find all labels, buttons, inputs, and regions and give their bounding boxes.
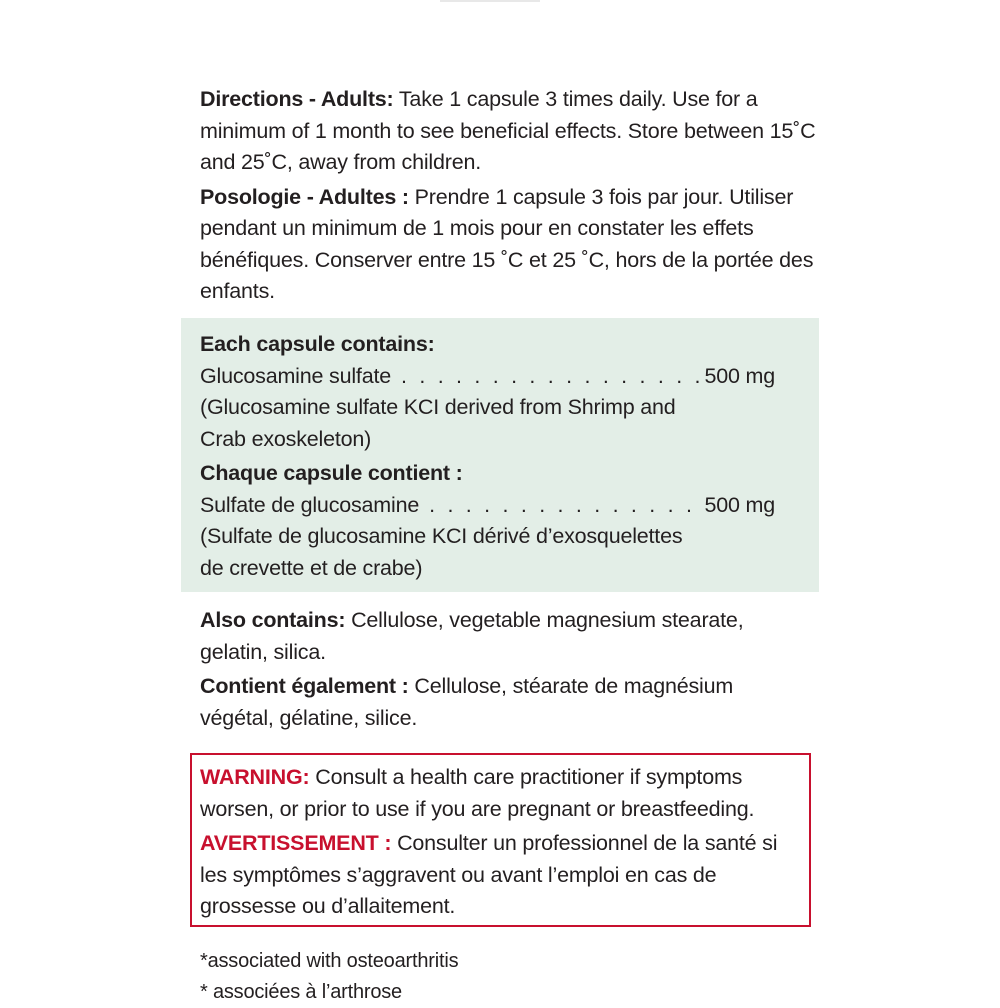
also-contains-en [200,605,800,668]
warning-fr-text: Consulter un professionnel de la santé si les symptômes s’aggravent ou avant l’emploi en cas de grossesse ou d’allaitement. [200,831,778,918]
footnote-fr: * associées à l’arthrose [200,981,402,1003]
warning-section [200,762,800,923]
also-contains-en-label: Also contains: [200,608,346,632]
ingredient-source-en-1: (Glucosamine sulfate KCI derived from Shrimp and [200,395,676,419]
ingredients-en-heading: Each capsule contains: [200,332,435,356]
warning-fr-label: AVERTISSEMENT : [200,831,392,855]
ingredient-amount-en: 500 mg [704,363,775,388]
directions-en-label: Directions - Adults: [200,87,394,111]
warning-en-text: Consult a health care practitioner if symptoms worsen, or prior to use if you are pregnant or breastfeeding. [200,765,755,821]
ingredient-name-fr: Sulfate de glucosamine [200,492,420,517]
directions-en [200,84,820,179]
also-contains-fr-text: Cellulose, stéarate de magnésium végétal, gélatine, silice. [200,674,734,730]
warning-fr [200,828,800,923]
also-contains-en-text: Cellulose, vegetable magnesium stearate, gelatin, silica. [200,608,744,664]
ingredient-source-en-2: Crab exoskeleton) [200,426,372,451]
ingredient-source-fr-2: de crevette et de crabe) [200,555,423,580]
directions-fr [200,182,820,308]
directions-en-text: Take 1 capsule 3 times daily. Use for a minimum of 1 month to see beneficial effects. Store between 15˚C and 25˚C, away from children. [200,87,816,174]
ingredient-name-en: Glucosamine sulfate [200,363,391,388]
top-divider [440,0,540,2]
leader-dots [401,361,700,393]
directions-fr-text: Prendre 1 capsule 3 fois par jour. Utiliser pendant un minimum de 1 mois pour en constater les effets bénéfiques. Conserver entre 15 ˚C et 25 ˚C, hors de la portée des enfants. [200,184,814,303]
warning-en [200,762,800,825]
also-contains-fr [200,671,800,734]
ingredient-row-en [200,361,775,393]
footnote-en: *associated with osteoarthritis [200,950,459,972]
warning-en-label: WARNING: [200,765,310,789]
ingredients-en [200,329,800,455]
ingredient-amount-fr: 500 mg [704,492,775,517]
ingredient-row-fr [200,490,775,522]
leader-dots [429,490,700,522]
also-contains-fr-label: Contient également : [200,674,409,698]
ingredients-fr-heading: Chaque capsule contient : [200,461,463,485]
directions-fr-label: Posologie - Adultes : [200,184,409,209]
also-contains-section [200,605,800,734]
ingredients-fr [200,458,800,584]
ingredients-section [200,329,800,584]
footnotes-section [200,946,458,1008]
ingredient-source-fr-1: (Sulfate de glucosamine KCI dérivé d’exosquelettes [200,524,683,548]
directions-section [200,84,820,308]
